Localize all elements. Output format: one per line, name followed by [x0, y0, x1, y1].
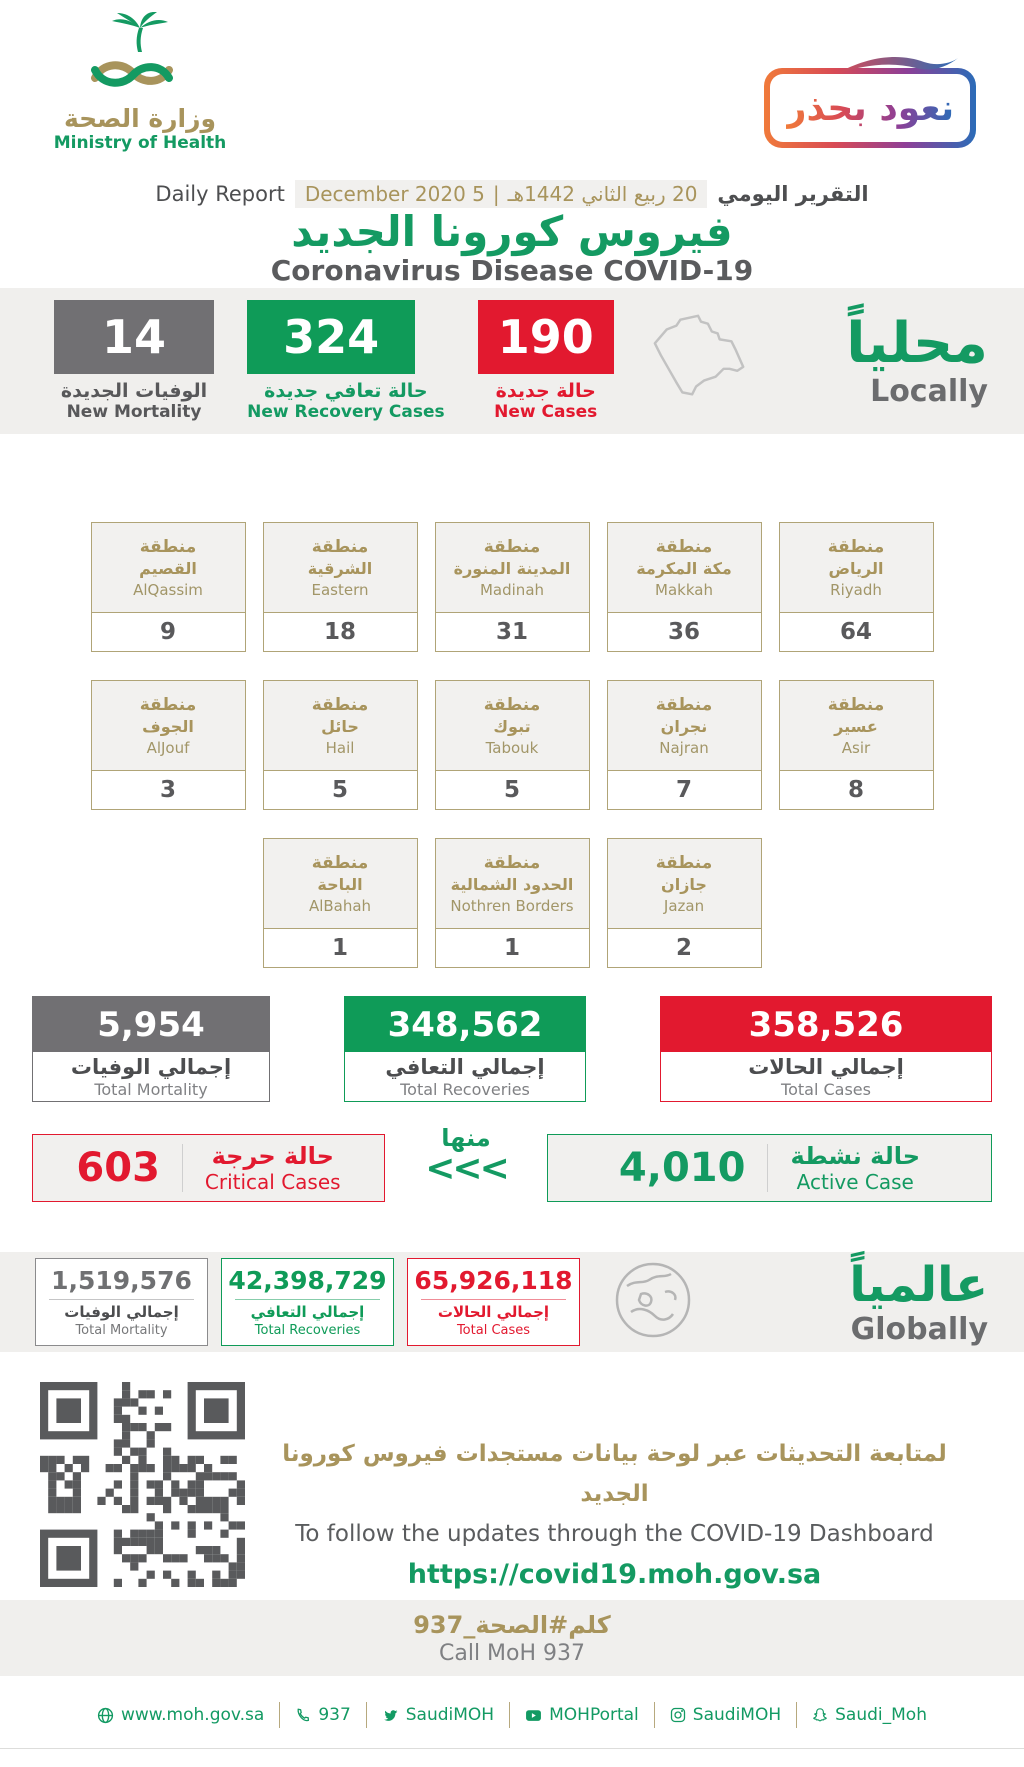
region-name-en: Najran: [659, 738, 709, 757]
global-mortality-card: [35, 1258, 208, 1346]
new-recovery-label-ar: حالة تعافي جديدة: [264, 380, 428, 402]
call-band: [0, 1600, 1024, 1676]
critical-cases-label-ar: حالة حرجة: [211, 1142, 334, 1170]
global-heading-arabic: عالمياً: [849, 1256, 988, 1313]
region-value: 64: [839, 619, 872, 645]
total-cases-value: 358,526: [661, 997, 991, 1052]
daily-report-arabic: التقرير اليومي: [717, 182, 869, 206]
total-cases-card: [660, 996, 992, 1102]
total-mortality-label-ar: إجمالي الوفيات: [70, 1054, 232, 1079]
active-cases-box: [547, 1134, 992, 1202]
region-prefix: منطقة: [655, 536, 713, 557]
region-name-ar: الباحة: [317, 874, 363, 894]
footer-link-twitter[interactable]: [367, 1702, 510, 1728]
region-card-hail: [263, 680, 418, 810]
footer-links: [0, 1702, 1024, 1728]
saudi-map-icon: [647, 309, 755, 413]
global-mortality-label-ar: إجمالي الوفيات: [64, 1302, 179, 1321]
global-recoveries-label-ar: إجمالي التعافي: [250, 1302, 365, 1321]
critical-cases-label-en: Critical Cases: [204, 1170, 341, 1194]
dashboard-url-link[interactable]: https://covid19.moh.gov.sa: [407, 1559, 822, 1590]
ministry-name-english: Ministry of Health: [53, 133, 227, 153]
region-prefix: منطقة: [483, 694, 541, 715]
region-value: 36: [667, 619, 700, 645]
footer-link-phone[interactable]: [280, 1702, 366, 1728]
global-heading-english: Globally: [850, 1311, 988, 1347]
region-value: 5: [331, 777, 348, 803]
qr-code: [40, 1382, 245, 1587]
daily-report-english: Daily Report: [155, 182, 285, 206]
region-name-ar: مكة المكرمة: [636, 558, 732, 578]
chevrons-icon: <<<: [425, 1148, 507, 1189]
dashboard-note-english: To follow the updates through the COVID-19 Dashboard: [295, 1521, 934, 1547]
footer-link-snapchat[interactable]: [797, 1702, 942, 1728]
local-heading-arabic: محلياً: [846, 310, 988, 376]
region-prefix: منطقة: [655, 852, 713, 873]
region-name-en: AlBahah: [308, 896, 372, 915]
footer-link-youtube[interactable]: [510, 1702, 655, 1728]
region-value: 18: [323, 619, 356, 645]
region-prefix: منطقة: [827, 694, 885, 715]
call-moh-english: Call MoH 937: [438, 1641, 586, 1666]
moh-logo-icon: [65, 12, 215, 98]
divider: [767, 1144, 768, 1192]
new-mortality-stat: [54, 300, 214, 422]
total-recoveries-card: [344, 996, 586, 1102]
region-row-3: [0, 838, 1024, 968]
region-name-ar: جازان: [661, 874, 707, 894]
footer-link-label: MOHPortal: [549, 1705, 639, 1725]
ministry-name-arabic: وزارة الصحة: [63, 104, 217, 133]
total-mortality-value: 5,954: [33, 997, 269, 1052]
region-card-jazan: [607, 838, 762, 968]
twitter-icon: [382, 1707, 399, 1724]
global-mortality-value: 1,519,576: [51, 1265, 192, 1295]
region-prefix: منطقة: [483, 852, 541, 873]
region-value: 8: [847, 777, 864, 803]
region-prefix: منطقة: [311, 852, 369, 873]
region-name-ar: نجران: [660, 716, 708, 736]
date-separator: |: [492, 182, 500, 206]
of-which-indicator: [385, 1124, 547, 1189]
critical-cases-box: [32, 1134, 385, 1202]
region-card-asir: [779, 680, 934, 810]
of-which-label: منها: [441, 1124, 491, 1152]
footer-link-label: 937: [318, 1705, 351, 1725]
divider: [182, 1144, 183, 1192]
region-card-najran: [607, 680, 762, 810]
region-prefix: منطقة: [311, 694, 369, 715]
total-recoveries-label-ar: إجمالي التعافي: [385, 1054, 545, 1079]
region-card-aljouf: [91, 680, 246, 810]
globe-icon: [611, 1258, 695, 1346]
header: [0, 0, 1024, 180]
footer-link-label: Saudi_Moh: [835, 1705, 927, 1725]
new-mortality-value: 14: [54, 300, 214, 374]
region-name-en: Tabouk: [485, 738, 539, 757]
region-card-alqassim: [91, 522, 246, 652]
page-title-arabic: فيروس كورونا الجديد: [291, 207, 733, 256]
region-value: 2: [675, 935, 692, 961]
region-value: 3: [159, 777, 176, 803]
critical-active-row: [0, 1122, 1024, 1214]
global-cases-value: 65,926,118: [414, 1265, 573, 1295]
new-recovery-value: 324: [247, 300, 415, 374]
region-card-albahah: [263, 838, 418, 968]
dashboard-section: [0, 1382, 1024, 1592]
global-recoveries-card: [221, 1258, 394, 1346]
region-name-ar: الجوف: [142, 716, 194, 736]
region-card-madinah: [435, 522, 590, 652]
region-name-en: Jazan: [663, 896, 705, 915]
global-cases-label-en: Total Cases: [456, 1322, 531, 1338]
bottom-divider: [0, 1748, 1024, 1749]
footer-link-website[interactable]: [82, 1702, 280, 1728]
date-row: [0, 180, 1024, 208]
region-name-ar: المدينة المنورة: [453, 558, 571, 578]
region-name-ar: الشرقية: [307, 558, 373, 578]
global-heading: [708, 1258, 988, 1347]
badge-label: نعود بحذر: [785, 87, 955, 129]
global-recoveries-value: 42,398,729: [228, 1265, 387, 1295]
total-cases-label-en: Total Cases: [781, 1079, 871, 1099]
new-cases-label-ar: حالة جديدة: [495, 380, 596, 402]
local-heading-english: Locally: [870, 373, 988, 409]
footer-link-label: SaudiMOH: [692, 1705, 782, 1725]
local-heading: [788, 310, 988, 409]
region-name-en: Asir: [841, 738, 871, 757]
total-mortality-card: [32, 996, 270, 1102]
region-name-ar: الرياض: [828, 558, 884, 578]
region-name-ar: القصيم: [139, 558, 197, 578]
region-prefix: منطقة: [139, 536, 197, 557]
snapchat-icon: [812, 1707, 828, 1723]
region-name-en: Riyadh: [830, 580, 882, 599]
total-recoveries-value: 348,562: [345, 997, 585, 1052]
active-cases-value: 4,010: [618, 1145, 746, 1191]
region-prefix: منطقة: [655, 694, 713, 715]
new-cases-value: 190: [478, 300, 614, 374]
region-prefix: منطقة: [483, 536, 541, 557]
region-name-en: AlQassim: [133, 580, 203, 599]
active-cases-label-ar: حالة نشطة: [790, 1142, 921, 1170]
region-name-en: Makkah: [655, 580, 713, 599]
global-recoveries-label-en: Total Recoveries: [254, 1322, 361, 1338]
region-row-2: [0, 680, 1024, 810]
region-name-en: AlJouf: [146, 738, 190, 757]
youtube-icon: [525, 1708, 542, 1723]
region-name-en: Nothren Borders: [450, 896, 574, 915]
page-title-english: Coronavirus Disease COVID-19: [270, 254, 754, 287]
globe-icon: [97, 1707, 114, 1724]
region-name-en: Hail: [325, 738, 355, 757]
region-value: 1: [331, 935, 348, 961]
total-mortality-label-en: Total Mortality: [94, 1079, 208, 1099]
local-totals: [0, 996, 1024, 1102]
footer-link-instagram[interactable]: [655, 1702, 797, 1728]
date-gregorian: 5 December 2020: [304, 182, 485, 206]
region-prefix: منطقة: [139, 694, 197, 715]
new-cases-stat: [478, 300, 614, 422]
badge-swoosh-icon: [832, 52, 962, 78]
region-value: 5: [503, 777, 520, 803]
region-value: 1: [503, 935, 520, 961]
region-row-1: [0, 522, 1024, 652]
footer-link-label: SaudiMOH: [405, 1705, 495, 1725]
new-recovery-stat: [247, 300, 444, 422]
report-date: [295, 180, 708, 208]
critical-cases-value: 603: [76, 1145, 160, 1191]
new-mortality-label-ar: الوفيات الجديدة: [60, 380, 208, 402]
call-hashtag-arabic: كلم#الصحة_937: [413, 1611, 611, 1639]
region-name-ar: حائل: [321, 716, 359, 736]
new-cases-label-en: New Cases: [494, 402, 598, 422]
global-cases-label-ar: إجمالي الحالات: [437, 1302, 550, 1321]
instagram-icon: [670, 1707, 686, 1723]
return-with-caution-badge: [764, 68, 976, 148]
total-cases-label-ar: إجمالي الحالات: [748, 1054, 904, 1079]
new-recovery-label-en: New Recovery Cases: [247, 402, 445, 422]
global-cases-card: [407, 1258, 580, 1346]
phone-icon: [295, 1707, 311, 1723]
region-name-ar: تبوك: [493, 716, 531, 736]
region-prefix: منطقة: [311, 536, 369, 557]
date-hijri: 20 ربيع الثاني 1442هـ: [507, 182, 698, 206]
region-card-northern-borders: [435, 838, 590, 968]
local-stats-band: [0, 288, 1024, 434]
region-value: 31: [495, 619, 528, 645]
total-recoveries-label-en: Total Recoveries: [400, 1079, 530, 1099]
region-value: 7: [675, 777, 692, 803]
region-cards: [0, 522, 1024, 968]
moh-logo: [50, 12, 230, 153]
region-name-ar: عسير: [834, 716, 878, 736]
footer-link-label: www.moh.gov.sa: [121, 1705, 265, 1725]
dashboard-note-arabic: لمتابعة التحديثات عبر لوحة بيانات مستجدات فيروس كورونا الجديد: [282, 1441, 947, 1507]
active-cases-label-en: Active Case: [796, 1170, 914, 1194]
region-prefix: منطقة: [827, 536, 885, 557]
region-card-tabouk: [435, 680, 590, 810]
region-name-ar: الحدود الشمالية: [450, 874, 574, 894]
global-mortality-label-en: Total Mortality: [75, 1322, 168, 1338]
global-stats-band: [0, 1252, 1024, 1352]
region-name-en: Eastern: [311, 580, 369, 599]
region-value: 9: [159, 619, 176, 645]
region-card-makkah: [607, 522, 762, 652]
new-mortality-label-en: New Mortality: [66, 402, 202, 422]
region-card-eastern: [263, 522, 418, 652]
region-name-en: Madinah: [479, 580, 545, 599]
region-card-riyadh: [779, 522, 934, 652]
